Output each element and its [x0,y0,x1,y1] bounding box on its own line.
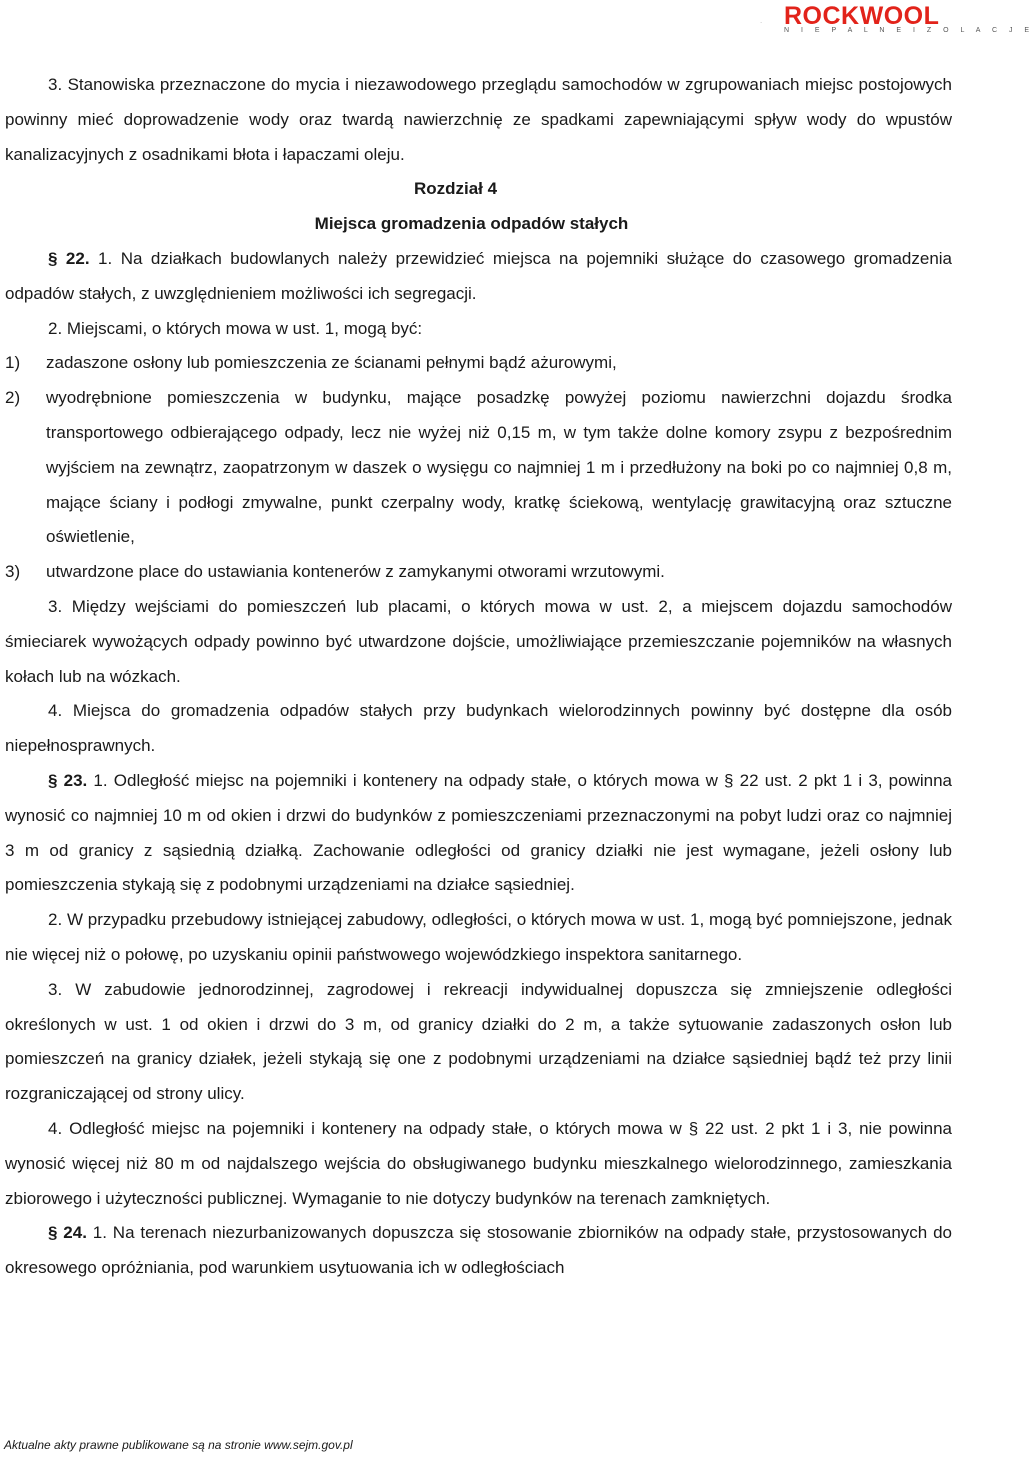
logo-tagline: N I E P A L N E I Z O L A C J E [784,27,1034,34]
page-footer: Aktualne akty prawne publikowane są na stronie www.sejm.gov.pl [4,1438,353,1452]
list-item-number: 3) [5,562,21,582]
section-22-paragraph-4: 4. Miejsca do gromadzenia odpadów stałych przy budynkach wielorodzinnych powinny być dostępne dla osób niepełnosprawnych. [5,701,952,756]
rockwool-logo [760,2,1034,36]
section-24-paragraph-1 [5,1216,952,1286]
list-item-text: wyodrębnione pomieszczenia w budynku, mające posadzkę powyżej poziomu nawierzchni dojazdu środka transportowego odbierającego odpady, lecz nie wyżej niż 0,15 m, w tym także dolne komory zsypu z bezpośrednim wyjściem na zewnątrz, zaopatrzonym w daszek o wysięgu co najmniej 1 m i przedłużony na boki po co najmniej 0,8 m, mające ściany i podłogi zmywalne, punkt czerpalny wody, kratkę ściekową, wentylację grawitacyjną oraz sztuczne oświetlenie, [46,388,952,547]
paragraph-3: 3. Stanowiska przeznaczone do mycia i niezawodowego przeglądu samochodów w zgrupowaniach miejsc postojowych powinny mieć doprowadzenie wody oraz twardą nawierzchnię ze spadkami zapewniającymi spływ wody do wpustów kanalizacyjnych z osadnikami błota i łapaczami oleju. [5,75,952,164]
chapter-heading: Rozdział 4 [413,179,498,199]
section-22-paragraph-3: 3. Między wejściami do pomieszczeń lub placami, o których mowa w ust. 2, a miejscem dojazdu samochodów śmieciarek wywożących odpady powinno być utwardzone dojście, umożliwiające przemieszczanie pojemników na własnych kołach lub na wózkach. [5,596,952,686]
section-22-paragraph-1-text: 1. Na działkach budowlanych należy przewidzieć miejsca na pojemniki służące do czasowego gromadzenia odpadów stałych, z uwzględnieniem możliwości ich segregacji. [5,248,953,303]
section-23-paragraph-3: 3. W zabudowie jednorodzinnej, zagrodowej i rekreacji indywidualnej dopuszcza się zmniejszenie odległości określonych w ust. 1 od okien i drzwi do 3 m, od granicy działki do 2 m, a także sytuowanie zadaszonych osłon lub pomieszczeń na granicy działek, jeżeli stykają się one z podobnymi urządzeniami na działce sąsiedniej bądź też przy linii rozgraniczającej od strony ulicy. [5,979,952,1104]
section-23-paragraph-2: 2. W przypadku przebudowy istniejącej zabudowy, odległości, o których mowa w ust. 1, mogą być pomniejszone, jednak nie więcej niż o połowę, po uzyskaniu opinii państwowego wojewódzkiego inspektora sanitarnego. [5,910,952,964]
section-22-paragraph-1 [5,242,952,312]
list-item-number: 1) [5,353,21,373]
section-23-paragraph-1 [5,764,952,903]
section-22-number: § 22. [48,248,90,268]
section-23-number: § 23. [48,770,88,790]
logo-mark: . [760,16,763,25]
section-24-number: § 24. [48,1223,87,1243]
logo-brand: ROCKWOOL [784,2,940,30]
list-item-number: 2) [5,388,21,408]
list-item [5,381,952,555]
list-item-text: utwardzone place do ustawiania kontenerów z zamykanymi otworami wrzutowymi. [46,562,665,582]
section-23-paragraph-4: 4. Odległość miejsc na pojemniki i kontenery na odpady stałe, o których mowa w § 22 ust. 2 pkt 1 i 3, nie powinna wynosić więcej niż 80 m od najdalszego wejścia do obsługiwanego budynku mieszkalnego wielorodzinnego, zamieszkania zbiorowego i użyteczności publicznej. Wymaganie to nie dotyczy budynków na terenach zamkniętych. [5,1118,952,1208]
section-24-paragraph-1-text: 1. Na terenach niezurbanizowanych dopuszcza się stosowanie zbiorników na odpady stałe, przystosowanych do okresowego opróżniania, pod warunkiem usytuowania ich w odległościach [5,1223,953,1278]
section-23-paragraph-1-text: 1. Odległość miejsc na pojemniki i kontenery na odpady stałe, o których mowa w § 22 ust. 2 pkt 1 i 3, powinna wynosić co najmniej 10 m od okien i drzwi do budynków z pomieszczeniami przeznaczonymi na pobyt ludzi oraz co najmniej 3 m od granicy z sąsiednią działką. Zachowanie odległości od granicy działki nie jest wymagane, jeżeli osłony lub pomieszczenia stykają się z podobnymi urządzeniami na działce sąsiedniej. [5,770,952,895]
list-item [5,555,952,590]
list-item-text: zadaszone osłony lub pomieszczenia ze ścianami pełnymi bądź ażurowymi, [46,353,617,373]
chapter-title: Miejsca gromadzenia odpadów stałych [314,214,629,234]
section-22-paragraph-2: 2. Miejscami, o których mowa w ust. 1, mogą być: [48,318,423,338]
document-body [5,68,952,1286]
list-item [5,346,952,381]
